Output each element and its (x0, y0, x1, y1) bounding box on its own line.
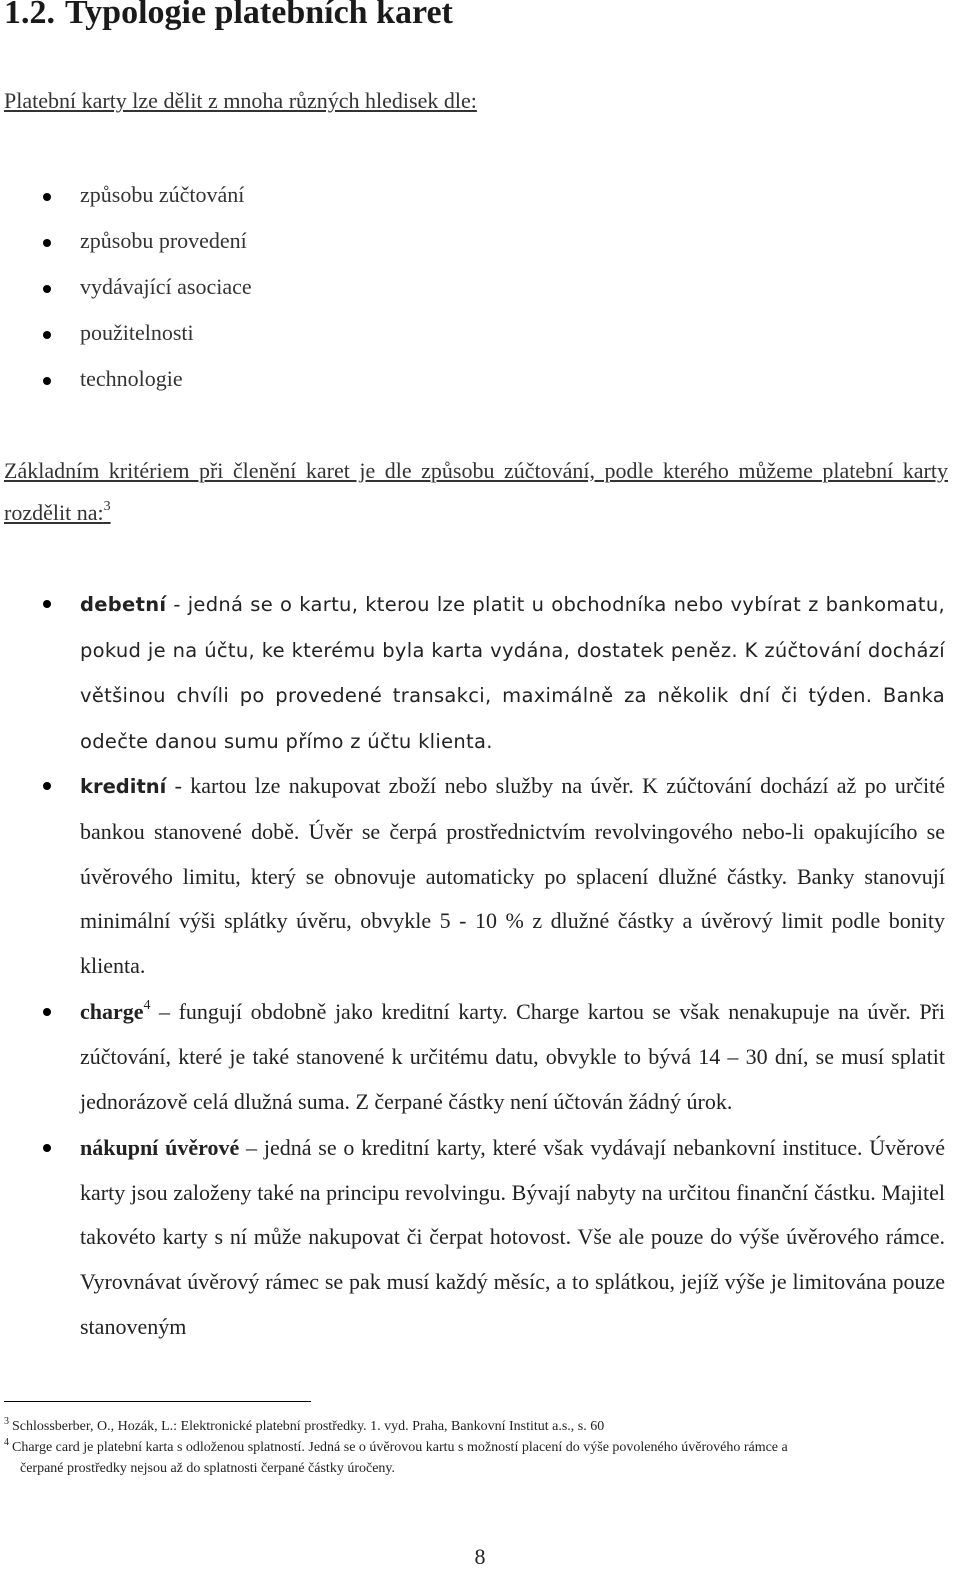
section-title: Typologie platebních karet (65, 0, 453, 31)
card-type-purchase-credit: nákupní úvěrové – jedná se o kreditní karty, které však vydávají nebankovní instituce. Úvěrové karty jsou založeny také na principu revolvingu. Bývají nabyty na určitou finanční částku. Majitel takovéto karty s ní může nakupovat či čerpat hotovost. Vše ale pouze do výše úvěrového rámce. Vyrovnávat úvěrový rámec se pak musí každý měsíc, a to splátkou, jejíž výše je limitována pouze stanoveným (0, 1126, 945, 1349)
list-item: technologie (0, 358, 960, 404)
footnote-ref: 4 (143, 998, 151, 1014)
bullet-icon (43, 193, 51, 201)
section-heading (4, 0, 453, 32)
card-type-term: kreditní (80, 775, 167, 799)
card-type-term: nákupní úvěrové (80, 1135, 240, 1161)
card-type-term: debetní (80, 593, 167, 616)
settlement-intro-paragraph: Základním kritériem při členění karet je dle způsobu zúčtování, podle kterého můžeme platební karty rozdělit na:$^3$ (4, 458, 948, 525)
bullet-icon (43, 1008, 51, 1016)
list-item: vydávající asociace (0, 266, 960, 312)
list-item: použitelnosti (0, 312, 960, 358)
criteria-list (0, 174, 960, 404)
card-type-credit: kreditní - kartou lze nakupovat zboží nebo služby na úvěr. K zúčtování dochází až po určité bankou stanovené době. Úvěr se čerpá prostřednictvím revolvingového nebo-li opakujícího se úvěrového limitu, který se obnovuje automaticky po splacení dlužné částky. Banky stanovují minimální výši splátky úvěru, obvykle 5 - 10 % z dlužné částky a úvěrový limit podle bonity klienta. (0, 764, 945, 988)
bullet-icon (43, 377, 51, 385)
bullet-icon (43, 782, 51, 790)
page-number: 8 (474, 1544, 486, 1569)
footnotes (4, 1416, 944, 1479)
bullet-icon (43, 285, 51, 293)
section-number: 1.2. (4, 0, 55, 31)
bullet-icon (43, 239, 51, 247)
card-type-term: charge (80, 999, 144, 1025)
intro-paragraph: Platební karty lze dělit z mnoha různých hledisek dle: (4, 88, 477, 113)
footnote: $^4$ Charge card je platební karta s odloženou splatností. Jedná se o úvěrovou kartu s možností placení do výše povoleného úvěrového rámce a (4, 1437, 788, 1455)
bullet-icon (43, 1144, 51, 1152)
list-item: způsobu zúčtování (0, 174, 960, 220)
card-type-debit: debetní - jedná se o kartu, kterou lze platit u obchodníka nebo vybírat z bankomatu, pokud je na účtu, ke kterému byla karta vydána, dostatek peněz. K zúčtování dochází většinou chvíli po provedené transakci, maximálně za několik dní či týden. Banka odečte danou sumu přímo z účtu klienta. (0, 582, 945, 764)
footnote-continuation: čerpané prostředky nejsou až do splatnosti čerpané částky úročeny. (20, 1461, 396, 1476)
footnote: $^3$ Schlossberber, O., Hozák, L.: Elektronické platební prostředky. 1. vyd. Praha, Bankovní Institut a.s., s. 60 (4, 1416, 605, 1434)
footnote-ref: 3 (103, 499, 111, 514)
list-item: způsobu provedení (0, 220, 960, 266)
card-type-charge: charge$^4$ – fungují obdobně jako kreditní karty. Charge kartou se však nenakupuje na úvěr. Při zúčtování, které je také stanovené k určitému datu, obvykle to bývá 14 – 30 dní, se musí splatit jednorázově celá dlužná suma. Z čerpané částky není účtován žádný úrok. (0, 990, 945, 1124)
bullet-icon (43, 331, 51, 339)
card-types-list (0, 582, 960, 1349)
bullet-icon (43, 600, 51, 608)
footnote-separator (4, 1401, 311, 1402)
